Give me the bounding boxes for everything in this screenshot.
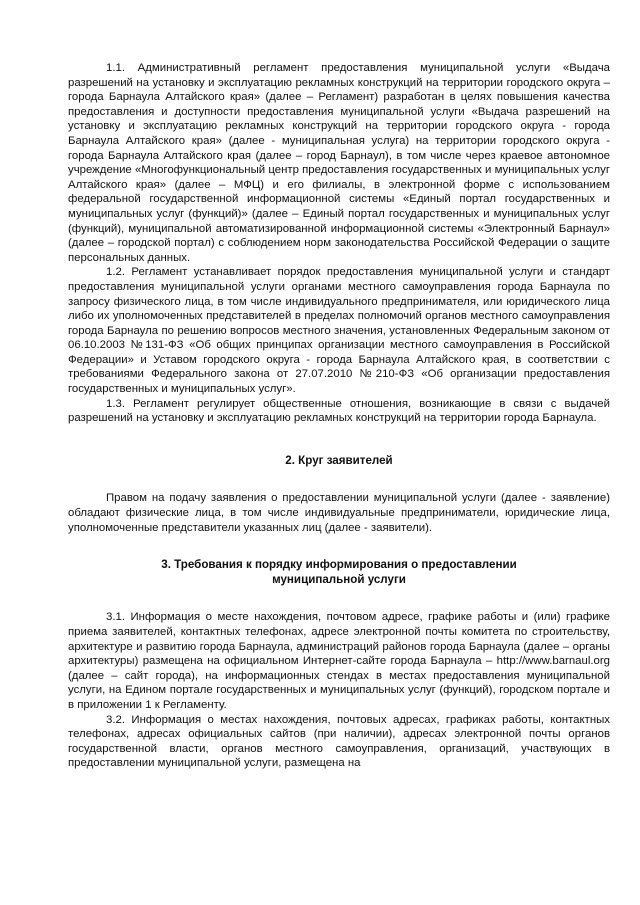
spacer [68, 535, 610, 558]
paragraph-2: Правом на подачу заявления о предоставлении муниципальной услуги (далее - заявление) обладают физические лица, в том числе индивидуальные предприниматели, юридические лица, уполномоченные представители указанных лиц (далее - заявители). [68, 492, 610, 534]
spacer [68, 587, 610, 610]
paragraph-3-2: 3.2. Информация о местах нахождения, почтовых адресах, графиках работы, контактных телефонах, адресах официальных сайтов (при наличии), адресах электронной почты органов государственной власти, органов местного самоуправления, организаций, участвующих в предоставлении муниципальной услуги, размещена на [68, 713, 610, 770]
paragraph-3-1: 3.1. Информация о месте нахождения, почтовом адресе, графике работы и (или) графике приема заявителей, контактных телефонах, адресе электронной почты комитета по строительству, архитектуре и развитию города Барнаула, администраций районов города Барнаула (далее – органы архитектуры) размещена на официальном Интернет-сайте города Барнаула – http://www.barnaul.org (далее – сайт города), на информационных стендах в местах предоставления муниципальной услуги, на Едином портале государственных и муниципальных услуг (функций), городском портале и в приложении 1 к Регламенту. [68, 611, 610, 711]
spacer [68, 426, 610, 454]
document-page [68, 61, 610, 771]
paragraph-1-3: 1.3. Регламент регулирует общественные отношения, возникающие в связи с выдачей разрешений на установку и эксплуатацию рекламных конструкций на территории города Барнаула. [68, 397, 610, 425]
paragraph-1-2: 1.2. Регламент устанавливает порядок предоставления муниципальной услуги и стандарт предоставления муниципальной услуги органами местного самоуправления города Барнаула по запросу физического лица, в том числе индивидуального предпринимателя, или юридического лица либо их уполномоченных представителей в пределах полномочий органов местного самоуправления города Барнаула по решению вопросов местного значения, установленных Федеральным законом от 06.10.2003 №131-ФЗ «Об общих принципах организации местного самоуправления в Российской Федерации» и Уставом городского округа - города Барнаула Алтайского края, в соответствии с требованиями Федерального закона от 27.07.2010 №210-ФЗ «Об организации предоставления государственных и муниципальных услуг». [68, 266, 610, 396]
spacer [68, 468, 610, 491]
paragraph-1-1: 1.1. Административный регламент предоставления муниципальной услуги «Выдача разрешений на установку и эксплуатацию рекламных конструкций на территории городского округа – города Барнаула Алтайского края» (далее – Регламент) разработан в целях повышения качества предоставления и доступности предоставления муниципальной услуги «Выдача разрешений на установку и эксплуатацию рекламных конструкций на территории городского округа - города Барнаула Алтайского края» (далее - муниципальная услуга) на территории городского округа - города Барнаула Алтайского края (далее – город Барнаул), в том числе через краевое автономное учреждение «Многофункциональный центр предоставления государственных и муниципальных услуг Алтайского края» (далее – МФЦ) и его филиалы, в электронной форме с использованием федеральной государственной информационной системы «Единый портал государственных и муниципальных услуг (функций)» (далее – Единый портал государственных и муниципальных услуг (функций), муниципальной автоматизированной информационной системы «Электронный Барнаул» (далее – городской портал) с соблюдением норм законодательства Российской Федерации о защите персональных данных. [68, 62, 610, 264]
section-3-heading-line-2: муниципальной услуги [272, 572, 406, 586]
section-2-heading: 2. Круг заявителей [285, 453, 393, 467]
section-3-heading-line-1: 3. Требования к порядку информирования о предоставлении [161, 558, 517, 572]
